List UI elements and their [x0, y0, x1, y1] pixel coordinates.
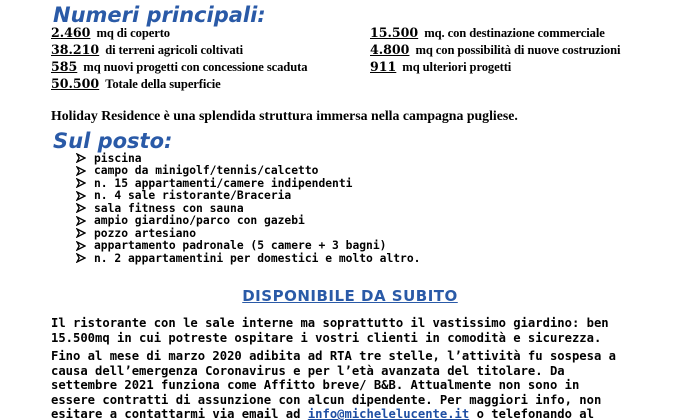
stat-description: mq con possibilità di nuove costruzioni [415, 43, 621, 57]
key-figures [51, 27, 671, 93]
paragraph-line: essere contratti di assunzione con alcun dipendente. Per maggiori info, non [51, 392, 602, 407]
paragraph-line: settembre 2021 funziona come Affitto breve/ B&B. Attualmente non sono in [51, 378, 580, 392]
amenities-list [76, 152, 420, 265]
arrowhead-bullet-icon [76, 166, 94, 176]
amenity-label: piscina [94, 151, 142, 165]
amenity-label: n. 15 appartamenti/camere indipendenti [94, 176, 353, 190]
main-numbers-heading: Numeri principali: [53, 3, 266, 27]
restaurant-paragraph [51, 316, 658, 345]
stat-agricultural-land [51, 44, 243, 57]
available-now-banner: DISPONIBILE DA SUBITO [242, 287, 458, 305]
arrowhead-bullet-icon [76, 191, 94, 201]
stat-description: mq di coperto [96, 26, 170, 40]
stat-description: mq nuovi progetti con concessione scaduta [83, 60, 308, 74]
paragraph-line: 15.500mq in cui potreste ospitare i vostri clienti in comodità e sicurezza. [51, 330, 602, 345]
stat-number: 2.460 [51, 25, 91, 40]
arrowhead-bullet-icon [76, 253, 94, 263]
amenity-label: sala fitness con sauna [94, 201, 244, 215]
arrowhead-bullet-icon [76, 241, 94, 251]
amenity-item [76, 215, 420, 228]
stat-description: mq. con destinazione commerciale [424, 26, 605, 40]
stat-total-surface [51, 78, 221, 91]
stat-new-buildings [370, 44, 620, 57]
arrowhead-bullet-icon [76, 228, 94, 238]
stat-number: 38.210 [51, 42, 100, 57]
stat-number: 585 [51, 59, 78, 74]
amenity-label: appartamento padronale (5 camere + 3 bagni) [94, 239, 387, 253]
contact-text-before: esitare a contattarmi via email ad [51, 407, 308, 420]
paragraph-line: Fino al mese di marzo 2020 adibita ad RTA tre stelle, l’attività fu sospesa a [51, 349, 616, 363]
paragraph-line: Il ristorante con le sale interne ma soprattutto il vastissimo giardino: ben [51, 316, 609, 330]
paragraph-line: causa dell’emergenza Coronavirus e per l’età avanzata del titolare. Da [51, 363, 565, 378]
history-paragraph [51, 349, 658, 420]
lead-sentence: Holiday Residence è una splendida struttura immersa nella campagna pugliese. [51, 108, 518, 123]
amenity-item [76, 190, 420, 203]
stat-number: 4.800 [370, 42, 410, 57]
amenity-label: ampio giardino/parco con gazebi [94, 214, 305, 228]
arrowhead-bullet-icon [76, 153, 94, 163]
amenity-label: campo da minigolf/tennis/calcetto [94, 164, 319, 178]
amenity-item [76, 152, 420, 165]
contact-line [51, 407, 658, 420]
stat-number: 15.500 [370, 25, 419, 40]
stat-number: 911 [370, 59, 397, 74]
stat-expired-projects [51, 61, 307, 74]
stat-commercial-area [370, 27, 605, 40]
contact-text-after: o telefonando al [469, 407, 594, 420]
stat-description: Totale della superficie [105, 77, 221, 91]
amenity-item [76, 177, 420, 190]
arrowhead-bullet-icon [76, 178, 94, 188]
amenity-label: n. 2 appartamentini per domestici e molto altro. [94, 251, 421, 265]
stat-description: mq ulteriori progetti [402, 60, 512, 74]
stat-description: di terreni agricoli coltivati [105, 43, 244, 57]
amenity-label: pozzo artesiano [94, 226, 197, 240]
stat-number: 50.500 [51, 76, 100, 91]
stat-further-projects [370, 61, 511, 74]
on-site-heading: Sul posto: [53, 129, 173, 153]
amenity-item [76, 227, 420, 240]
amenity-item [76, 202, 420, 215]
amenity-item [76, 252, 420, 265]
stat-covered-area [51, 27, 170, 40]
amenity-item [76, 240, 420, 253]
arrowhead-bullet-icon [76, 203, 94, 213]
amenity-item [76, 165, 420, 178]
arrowhead-bullet-icon [76, 216, 94, 226]
email-link[interactable]: info@michelelucente.it [307, 407, 470, 420]
amenity-label: n. 4 sale ristorante/Braceria [94, 189, 292, 203]
